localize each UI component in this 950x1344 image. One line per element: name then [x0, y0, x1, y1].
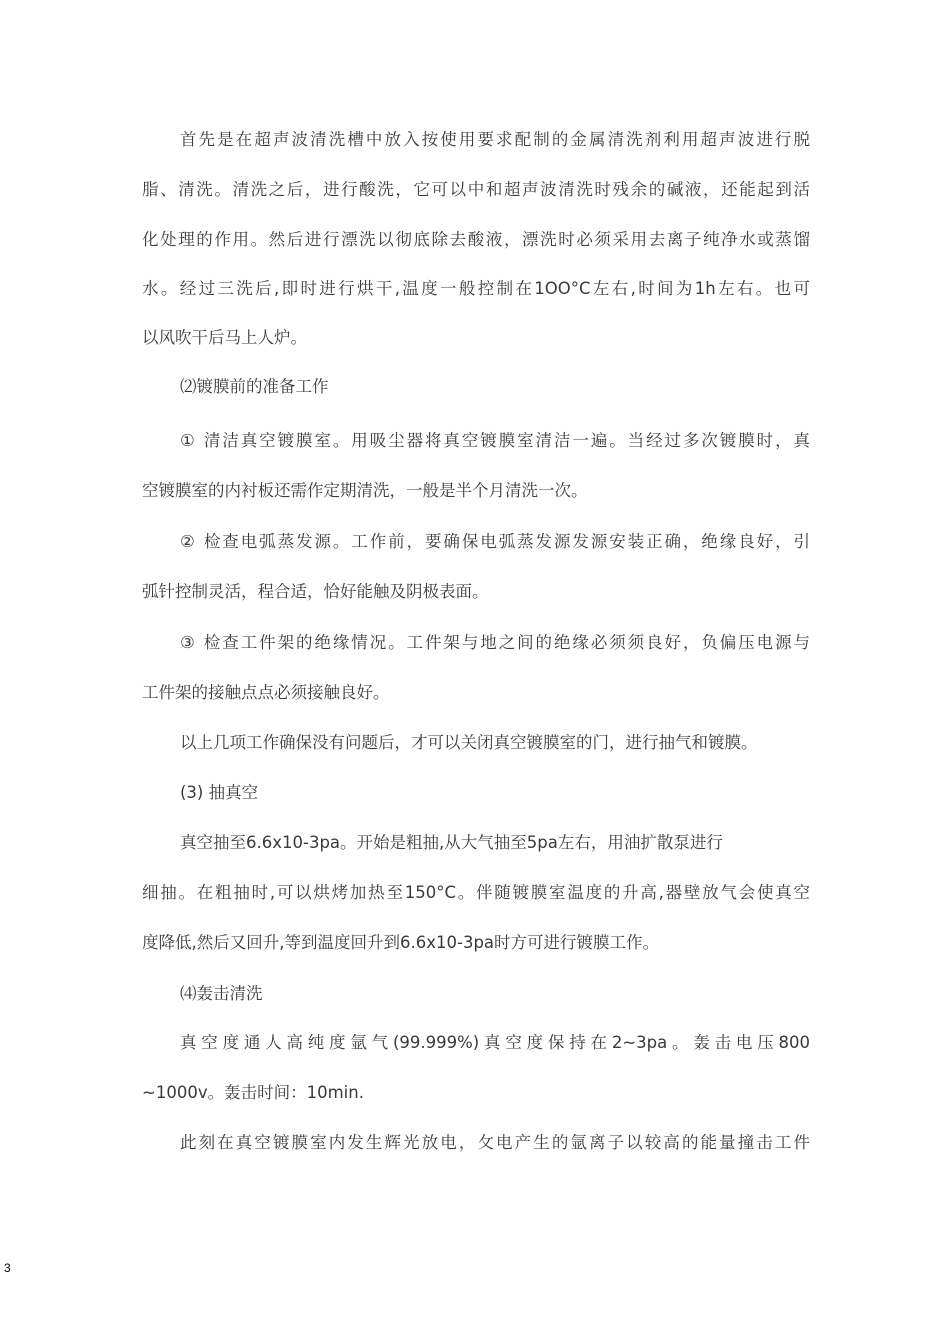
paragraph-line: 水。经过三洗后,即时进行烘干,温度一般控制在1OO°C左右,时间为1h左右。也可	[142, 279, 810, 298]
paragraph-line: 化处理的作用。然后进行漂洗以彻底除去酸液，漂洗时必须采用去离子纯净水或蒸馏	[142, 230, 810, 249]
paragraph-line: 弧针控制灵活，程合适，恰好能触及阴极表面。	[142, 582, 489, 601]
section-heading: ⑵镀膜前的准备工作	[180, 377, 329, 396]
paragraph-line: 真空抽至6.6x10-3pa。开始是粗抽,从大气抽至5pa左右，用油扩散泵进行	[180, 833, 723, 852]
section-heading: ⑷轰击清洗	[180, 984, 263, 1003]
paragraph-line: ~1000v。轰击时间：10min.	[142, 1083, 364, 1102]
paragraph-line: 度降低,然后又回升,等到温度回升到6.6x10-3pa时方可进行镀膜工作。	[142, 933, 660, 952]
paragraph-line: 以上几项工作确保没有问题后，才可以关闭真空镀膜室的门，进行抽气和镀膜。	[180, 733, 758, 752]
paragraph-line: 以风吹干后马上人炉。	[142, 328, 307, 347]
paragraph-line: 工件架的接触点点必须接触良好。	[142, 683, 390, 702]
paragraph-line: ① 清洁真空镀膜室。用吸尘器将真空镀膜室清洁一遍。当经过多次镀膜时，真	[180, 431, 810, 450]
paragraph-line: 空镀膜室的内衬板还需作定期清洗，一般是半个月清洗一次。	[142, 481, 588, 500]
paragraph-line: 细抽。在粗抽时,可以烘烤加热至150°C。伴随镀膜室温度的升高,器壁放气会使真空	[142, 883, 810, 902]
page-number: 3	[4, 1261, 11, 1275]
paragraph-line: ③ 检查工件架的绝缘情况。工件架与地之间的绝缘必须须良好，负偏压电源与	[180, 633, 810, 652]
paragraph-line: ② 检查电弧蒸发源。工作前，要确保电弧蒸发源发源安装正确，绝缘良好，引	[180, 532, 810, 551]
paragraph-line: 脂、清洗。清洗之后，进行酸洗，它可以中和超声波清洗时残余的碱液，还能起到活	[142, 180, 810, 199]
section-heading: (3) 抽真空	[180, 783, 259, 802]
paragraph-line: 真空度通人高纯度氩气(99.999%)真空度保持在2~3pa。轰击电压800	[180, 1033, 810, 1052]
paragraph-line: 此刻在真空镀膜室内发生辉光放电，攵电产生的氩离子以较高的能量撞击工件	[180, 1133, 810, 1152]
paragraph-line: 首先是在超声波清洗槽中放入按使用要求配制的金属清洗剂利用超声波进行脱	[180, 130, 810, 149]
